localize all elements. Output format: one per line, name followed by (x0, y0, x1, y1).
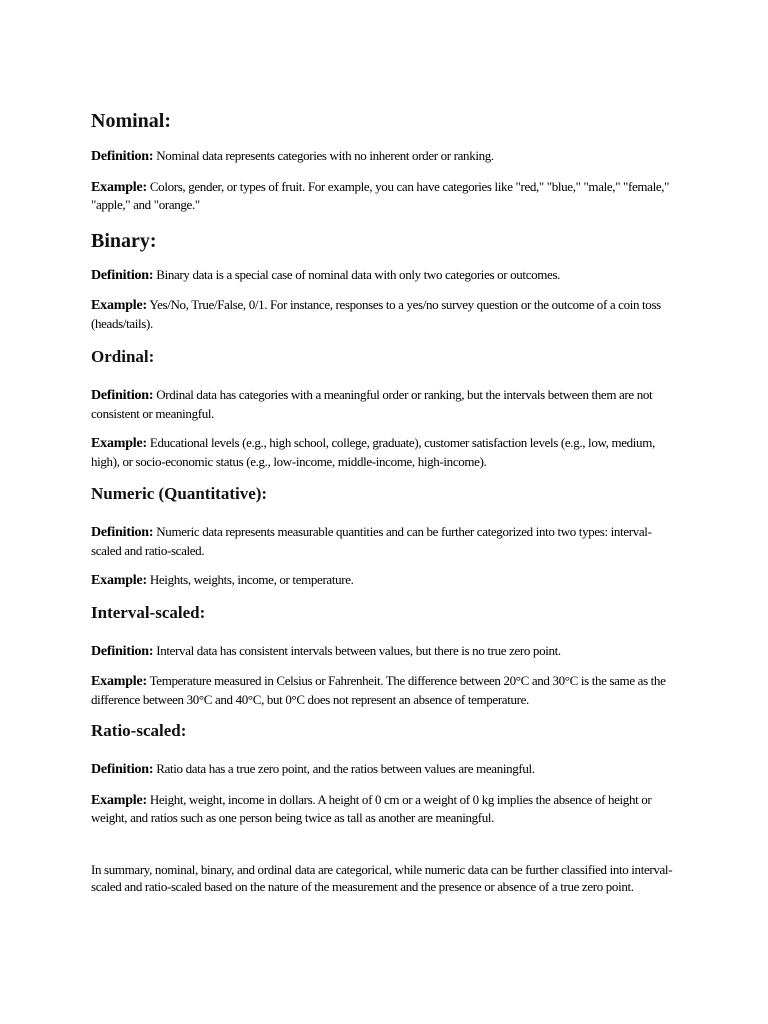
example-text: Yes/No, True/False, 0/1. For instance, responses to a yes/no survey question or the outcome of a coin toss (heads/tails). (91, 297, 661, 331)
definition-text: Binary data is a special case of nominal data with only two categories or outcomes. (153, 266, 561, 282)
numeric-example (91, 571, 676, 590)
binary-definition (91, 266, 676, 285)
heading-numeric: Numeric (Quantitative): (91, 484, 268, 503)
example-label: Example: (91, 573, 147, 588)
heading-binary: Binary: (91, 229, 157, 252)
definition-label: Definition: (91, 762, 154, 777)
definition-text: Ordinal data has categories with a meaningful order or ranking, but the intervals between them are not consistent or meaningful. (91, 387, 653, 421)
nominal-example (91, 178, 676, 214)
example-text: Temperature measured in Celsius or Fahrenheit. The difference between 20°C and 30°C is the same as the difference between 30°C and 40°C, but 0°C does not represent an absence of temperature. (91, 673, 666, 707)
interval-example (91, 672, 676, 708)
definition-label: Definition: (91, 643, 154, 659)
heading-interval-scaled: Interval-scaled: (91, 602, 206, 622)
document-content (91, 108, 676, 896)
definition-label: Definition: (91, 267, 154, 283)
example-label: Example: (91, 792, 147, 808)
definition-text: Interval data has consistent intervals between values, but there is no true zero point. (153, 642, 561, 658)
heading-ordinal: Ordinal: (91, 347, 155, 366)
example-label: Example: (91, 436, 147, 451)
definition-label: Definition: (91, 388, 154, 403)
example-label: Example: (91, 179, 147, 195)
binary-example (91, 296, 676, 332)
ratio-example (91, 791, 676, 827)
ratio-definition (91, 760, 676, 779)
definition-label: Definition: (91, 525, 154, 540)
ordinal-definition (91, 386, 676, 422)
definition-label: Definition: (91, 149, 154, 164)
heading-ratio-scaled: Ratio-scaled: (91, 721, 187, 740)
nominal-definition (91, 147, 676, 166)
example-text: Heights, weights, income, or temperature. (146, 572, 354, 587)
example-label: Example: (91, 674, 147, 689)
definition-text: Ratio data has a true zero point, and the ratios between values are meaningful. (153, 761, 535, 776)
numeric-definition (91, 523, 676, 559)
ordinal-example (91, 434, 676, 470)
summary-paragraph: In summary, nominal, binary, and ordinal data are categorical, while numeric data can be further classified into interval-scaled and ratio-scaled based on the nature of the measurement and the presence or absence of a true zero point. (91, 861, 673, 894)
example-text: Educational levels (e.g., high school, college, graduate), customer satisfaction levels (e.g., low, medium, high), or socio-economic status (e.g., low-income, middle-income, high-income). (91, 435, 655, 469)
definition-text: Numeric data represents measurable quantities and can be further categorized into two types: interval-scaled and ratio-scaled. (91, 524, 652, 558)
interval-definition (91, 642, 676, 661)
heading-nominal: Nominal: (91, 110, 171, 132)
example-label: Example: (91, 298, 147, 313)
example-text: Height, weight, income in dollars. A height of 0 cm or a weight of 0 kg implies the absence of height or weight, and ratios such as one person being twice as tall as another are meaningful. (91, 791, 652, 825)
definition-text: Nominal data represents categories with no inherent order or ranking. (153, 148, 494, 163)
example-text: Colors, gender, or types of fruit. For example, you can have categories like "red," "blue," "male," "female," "apple," and "orange." (91, 178, 670, 212)
